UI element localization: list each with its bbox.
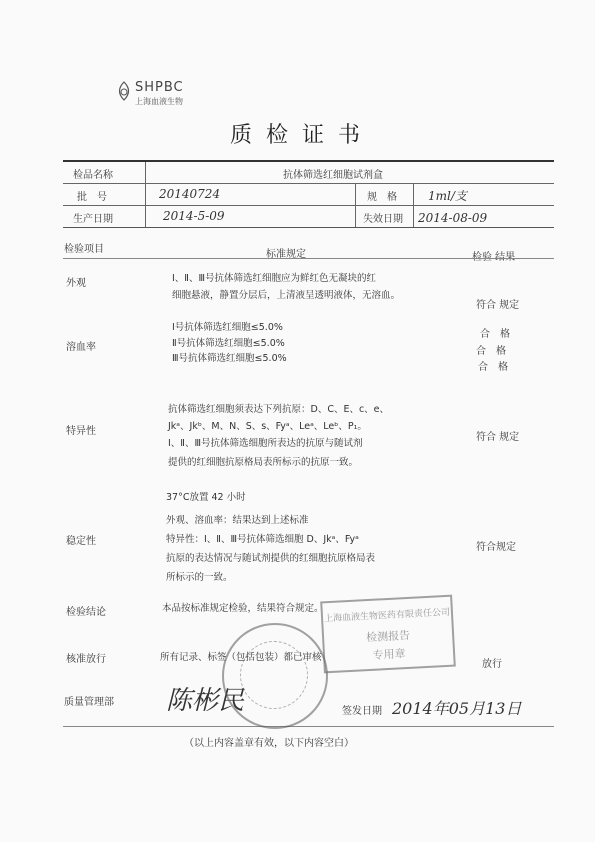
seal-line-3: 专用章 (372, 647, 406, 662)
mfg-date-value: 2014-5-09 (163, 209, 225, 223)
company-logo (114, 80, 134, 106)
qa-signature: 陈彬民 (166, 686, 245, 716)
column-item: 检验项目 (64, 244, 104, 255)
column-result: 检验 结果 (472, 252, 516, 263)
hemolysis-label: 溶血率 (66, 342, 96, 353)
logo-name: SHPBC (135, 80, 184, 95)
inspection-seal (320, 595, 456, 674)
page-title: 质检证书 (230, 123, 375, 148)
specificity-label: 特异性 (66, 426, 96, 437)
appearance-label: 外观 (66, 278, 86, 289)
specificity-text-4: 提供的红细胞抗原格局表所标示的抗原一致。 (168, 457, 359, 468)
qa-label: 质量管理部 (64, 697, 114, 708)
specificity-result: 符合 规定 (476, 432, 520, 443)
release-result: 放行 (482, 659, 502, 670)
appearance-result: 符合 规定 (476, 300, 520, 311)
seal-line-1: 上海血液生物医药有限责任公司 (323, 607, 451, 625)
specificity-text-2: Jkᵃ、Jkᵇ、M、N、S、s、Fyᵃ、Leᵃ、Leᵇ、P₁。 (168, 421, 367, 432)
mfg-date-label: 生产日期 (73, 214, 113, 225)
date-value: 2014年05月13日 (392, 699, 522, 718)
hemolysis-result-1: 合 格 (480, 329, 510, 340)
conclusion-text: 本品按标准规定检验，结果符合规定。 (162, 603, 324, 614)
footer-note: （以上内容盖章有效，以下内容空白） (184, 738, 354, 749)
spec-label: 规 格 (367, 192, 397, 203)
shpbc-logo-icon (114, 80, 134, 106)
hemolysis-result-3: 合 格 (478, 362, 508, 373)
expiry-value: 2014-08-09 (418, 211, 488, 225)
product-name-label: 检品名称 (73, 170, 113, 181)
spec-value: 1ml/支 (428, 189, 467, 203)
stability-label: 稳定性 (66, 536, 96, 547)
hemolysis-line-1: Ⅰ号抗体筛选红细胞≤5.0% (172, 322, 283, 333)
stability-text-2: 外观、溶血率：结果达到上述标准 (166, 515, 309, 526)
product-name-value: 抗体筛选红细胞试剂盒 (283, 170, 383, 181)
stability-text-3: 特异性：Ⅰ、Ⅱ、Ⅲ号抗体筛选细胞 D、Jkᵃ、Fyᵃ (166, 534, 359, 545)
logo-sub: 上海血液生物 (135, 97, 183, 106)
seal-line-2: 检测报告 (365, 628, 411, 645)
release-text: 所有记录、标签（包括包装）都已审核 (160, 652, 322, 663)
specificity-text-1: 抗体筛选红细胞须表达下列抗原：D、C、E、c、e、 (168, 404, 390, 415)
batch-label: 批 号 (77, 192, 107, 203)
header-divider (63, 258, 554, 259)
footer-divider (63, 726, 554, 727)
release-label: 核准放行 (66, 654, 106, 665)
appearance-text-1: Ⅰ、Ⅱ、Ⅲ号抗体筛选红细胞应为鲜红色无凝块的红 (172, 273, 377, 284)
conclusion-label: 检验结论 (66, 607, 106, 618)
specificity-text-3: Ⅰ、Ⅱ、Ⅲ号抗体筛选细胞所表达的抗原与随试剂 (168, 438, 363, 449)
date-label: 签发日期 (342, 706, 382, 717)
round-seal-inner (240, 641, 308, 709)
stability-text-5: 所标示的一致。 (166, 572, 233, 583)
stability-text-1: 37°C放置 42 小时 (166, 492, 246, 503)
hemolysis-result-2: 合 格 (476, 346, 506, 357)
expiry-label: 失效日期 (363, 214, 403, 225)
appearance-text-2: 细胞悬液，静置分层后，上清液呈透明液体，无溶血。 (172, 290, 401, 301)
stability-text-4: 抗原的表达情况与随试剂提供的红细胞抗原格局表 (166, 553, 376, 564)
hemolysis-line-2: Ⅱ号抗体筛选红细胞≤5.0% (172, 338, 285, 349)
header-table (63, 160, 554, 228)
hemolysis-line-3: Ⅲ号抗体筛选红细胞≤5.0% (172, 353, 287, 364)
batch-value: 20140724 (159, 187, 221, 201)
column-standard: 标准规定 (266, 249, 306, 260)
stability-result: 符合规定 (476, 542, 516, 553)
